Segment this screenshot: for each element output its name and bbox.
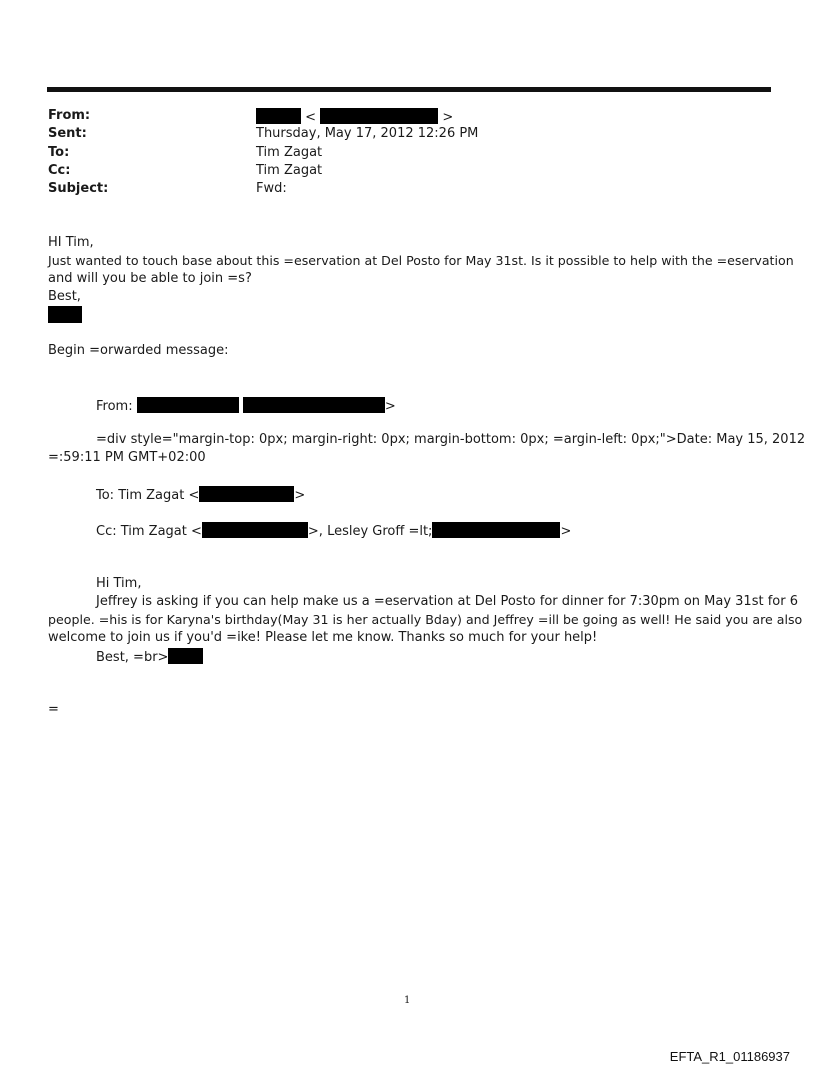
page-number: 1	[404, 995, 411, 1006]
redaction-box	[137, 397, 239, 413]
subject-value: Fwd:	[256, 181, 287, 196]
redaction-box	[243, 397, 385, 413]
sent-value: Thursday, May 17, 2012 12:26 PM	[256, 126, 479, 141]
fwd-cc-middle: >, Lesley Groff =lt;	[307, 524, 433, 539]
fwd-div-line: =:59:11 PM GMT+02:00	[48, 450, 206, 465]
begin-forwarded: Begin =orwarded message:	[48, 343, 229, 358]
from-gt: >	[442, 110, 454, 125]
fwd-para: people. =his is for Karyna's birthday(May 31 is her actually Bday) and Jeffrey =ill be going as well! He said you are also	[48, 612, 803, 627]
fwd-to-gt: >	[294, 488, 306, 503]
fwd-div-line: =div style="margin-top: 0px; margin-right: 0px; margin-bottom: 0px; =argin-left: 0px;">Date: May 15, 2012	[96, 432, 806, 447]
redaction-box	[202, 522, 308, 538]
to-label: To:	[48, 145, 70, 160]
subject-label: Subject:	[48, 181, 109, 196]
fwd-greeting: Hi Tim,	[96, 576, 142, 591]
fwd-signoff-text: Best, =br>	[96, 650, 169, 665]
redaction-box	[256, 108, 301, 124]
from-value	[256, 108, 453, 125]
fwd-signoff	[96, 648, 203, 665]
redaction-box	[320, 108, 438, 124]
cc-value: Tim Zagat	[256, 163, 323, 178]
redaction-box	[48, 306, 82, 323]
fwd-cc	[96, 522, 571, 539]
body-line: Just wanted to touch base about this =eservation at Del Posto for May 31st. Is it possible to help with the =eservation	[48, 253, 794, 268]
fwd-to	[96, 486, 305, 503]
redaction-box	[199, 486, 294, 502]
fwd-from-label: From:	[96, 399, 133, 414]
trailing-equals: =	[48, 702, 59, 717]
fwd-para: welcome to join us if you'd =ike! Please let me know. Thanks so much for your help!	[48, 630, 598, 645]
fwd-para: Jeffrey is asking if you can help make us a =eservation at Del Posto for dinner for 7:30pm on May 31st for 6	[96, 594, 798, 609]
from-label: From:	[48, 108, 91, 123]
fwd-to-label: To: Tim Zagat <	[96, 488, 200, 503]
redaction-box	[432, 522, 560, 538]
redaction-box	[168, 648, 203, 664]
to-value: Tim Zagat	[256, 145, 323, 160]
document-id: EFTA_R1_01186937	[669, 1049, 790, 1064]
body-line: and will you be able to join =s?	[48, 271, 252, 286]
header-divider	[47, 87, 771, 92]
fwd-cc-gt: >	[560, 524, 572, 539]
fwd-from-gt: >	[384, 399, 396, 414]
sent-label: Sent:	[48, 126, 87, 141]
from-lt: <	[305, 110, 317, 125]
body-greeting: HI Tim,	[48, 235, 94, 250]
cc-label: Cc:	[48, 163, 71, 178]
fwd-cc-label: Cc: Tim Zagat <	[96, 524, 202, 539]
fwd-from	[96, 397, 396, 414]
body-signoff: Best,	[48, 289, 81, 304]
